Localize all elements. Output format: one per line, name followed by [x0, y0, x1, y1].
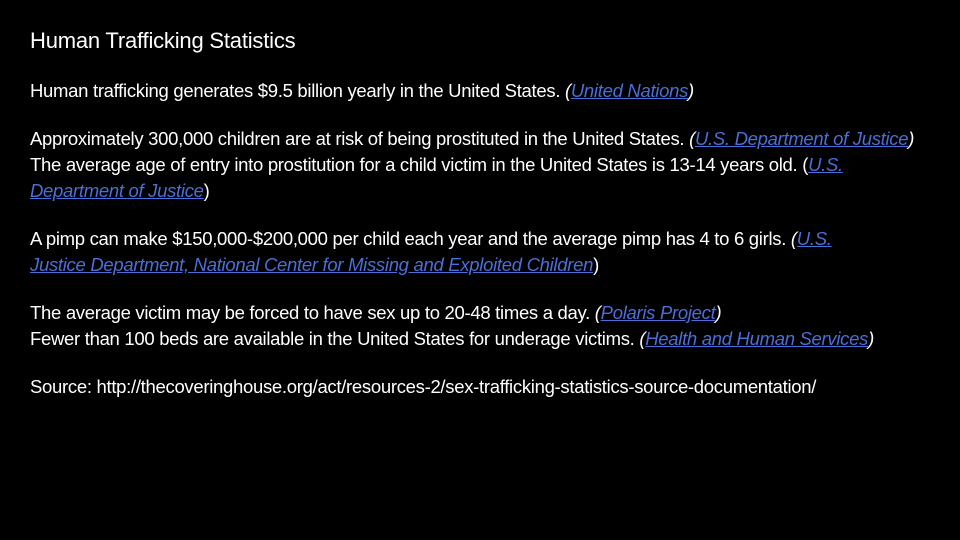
citation-open: (: [689, 128, 695, 149]
citation-close: ): [715, 302, 722, 323]
citation-link[interactable]: U.S. Justice Department, National Center for Missing and Exploited Children: [30, 228, 832, 275]
slide-title: Human Trafficking Statistics: [30, 28, 296, 53]
statistic-text: The average age of entry into prostitution for a child victim in the United States is 13-14 years old.: [30, 154, 803, 175]
citation-open: (: [790, 228, 797, 249]
citation-close: ): [908, 128, 915, 149]
statistic-paragraph: [30, 126, 930, 152]
citation-link[interactable]: United Nations: [570, 80, 689, 101]
citation-open: (: [594, 302, 601, 323]
statistic-paragraph: [30, 326, 930, 352]
citation-open: (: [639, 328, 646, 349]
statistic-text: A pimp can make $150,000-$200,000 per child each year and the average pimp has 4 to 6 girls.: [30, 228, 791, 249]
statistic-text: Fewer than 100 beds are available in the United States for underage victims.: [30, 328, 640, 349]
slide-content: [30, 26, 930, 400]
citation-close: ): [593, 254, 599, 275]
citation-link[interactable]: Polaris Project: [600, 302, 716, 323]
citation-close: ): [688, 80, 694, 101]
citation-close: ): [203, 180, 210, 201]
citation-close: ): [868, 328, 874, 349]
statistic-paragraph: [30, 300, 930, 326]
statistic-text: Human trafficking generates $9.5 billion yearly in the United States.: [30, 80, 565, 101]
citation-link[interactable]: Health and Human Services: [645, 328, 869, 349]
statistic-paragraph: [30, 226, 890, 278]
statistic-paragraph: [30, 152, 860, 204]
statistic-text: Approximately 300,000 children are at risk of being prostituted in the United States.: [30, 128, 690, 149]
source-footer: Source: http://thecoveringhouse.org/act/resources-2/sex-trafficking-statistics-source-documentation/: [30, 376, 817, 397]
citation-link[interactable]: U.S. Department of Justice: [30, 154, 843, 201]
citation-open: (: [802, 154, 809, 175]
citation-open: (: [565, 80, 571, 101]
statistic-paragraph: [30, 78, 930, 104]
citation-link[interactable]: U.S. Department of Justice: [694, 128, 909, 149]
statistic-text: The average victim may be forced to have sex up to 20-48 times a day.: [30, 302, 595, 323]
